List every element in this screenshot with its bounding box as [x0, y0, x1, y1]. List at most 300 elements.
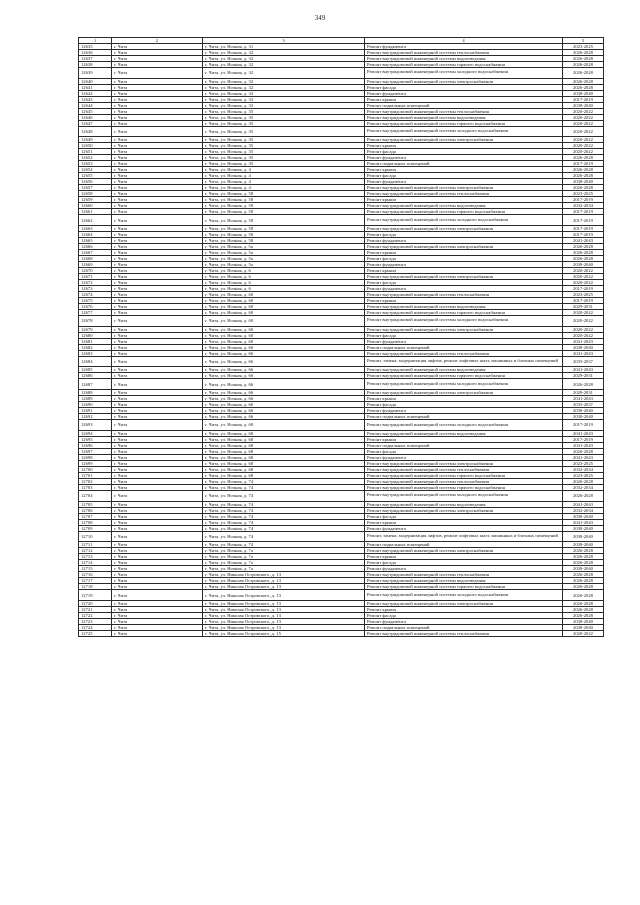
work-type-cell: Ремонт подвальных помещений [365, 414, 563, 420]
row-number-cell: 12702 [79, 478, 112, 484]
row-number-cell: 12662 [79, 215, 112, 226]
settlement-cell: г. Чита [112, 68, 203, 79]
row-number-cell: 12706 [79, 507, 112, 513]
table-row [79, 379, 604, 390]
work-type-cell: Ремонт внутридомовой инженерной системы водоотведения [365, 56, 563, 62]
period-cell: 2041-2043 [563, 501, 604, 507]
settlement-cell: г. Чита [112, 250, 203, 256]
work-type-cell: Ремонт подвальных помещений [365, 442, 563, 448]
address-cell: г. Чита, ул. Ночная, д. 74 [203, 478, 365, 484]
address-cell: г. Чита, ул. Ночная, д. 68 [203, 466, 365, 472]
address-cell: г. Чита, ул. Ночная, д. 66 [203, 396, 365, 402]
row-number-cell: 12669 [79, 262, 112, 268]
address-cell: г. Чита, ул. Ночная, д. 74 [203, 501, 365, 507]
address-cell: г. Чита, ул. Ночная, д. 5а [203, 256, 365, 262]
period-cell: 2020-2022 [563, 268, 604, 274]
address-cell: г. Чита, ул. Николая Островского, д. 13 [203, 572, 365, 578]
column-number-5: 5 [563, 38, 604, 44]
address-cell: г. Чита, ул. Ночная, д. 35 [203, 114, 365, 120]
row-number-cell: 12704 [79, 490, 112, 501]
settlement-cell: г. Чита [112, 120, 203, 126]
period-cell: 2026-2028 [563, 606, 604, 612]
address-cell: г. Чита, ул. Ночная, д. 66 [203, 379, 365, 390]
settlement-cell: г. Чита [112, 513, 203, 519]
work-type-cell: Ремонт внутридомовой инженерной системы горячего водоснабжения [365, 472, 563, 478]
row-number-cell: 12642 [79, 90, 112, 96]
period-cell: 2026-2028 [563, 244, 604, 250]
address-cell: г. Чита, ул. Ночная, д. 74 [203, 490, 365, 501]
address-cell: г. Чита, ул. Ночная, д. 35 [203, 108, 365, 114]
address-cell: г. Чита, ул. Николая Островского, д. 13 [203, 612, 365, 618]
address-cell: г. Чита, ул. Ночная, д. 5а [203, 244, 365, 250]
row-number-cell: 12653 [79, 161, 112, 167]
work-type-cell: Ремонт фасада [365, 84, 563, 90]
settlement-cell: г. Чита [112, 367, 203, 373]
settlement-cell: г. Чита [112, 554, 203, 560]
address-cell: г. Чита, ул. Ночная, д. 35 [203, 149, 365, 155]
row-number-cell: 12699 [79, 460, 112, 466]
row-number-cell: 12716 [79, 572, 112, 578]
work-type-cell: Ремонт внутридомовой инженерной системы теплоснабжения [365, 191, 563, 197]
work-type-cell: Ремонт внутридомовой инженерной системы холодного водоснабжения [365, 490, 563, 501]
period-cell: 2029-2031 [563, 390, 604, 396]
period-cell: 2026-2028 [563, 185, 604, 191]
address-cell: г. Чита, ул. Ночная, д. 60 [203, 304, 365, 310]
settlement-cell: г. Чита [112, 215, 203, 226]
row-number-cell: 12695 [79, 436, 112, 442]
period-cell: 2026-2028 [563, 490, 604, 501]
row-number-cell: 12681 [79, 338, 112, 344]
work-type-cell: Ремонт внутридомовой инженерной системы электроснабжения [365, 78, 563, 84]
row-number-cell: 12709 [79, 525, 112, 531]
work-type-cell: Ремонт фундамента [365, 179, 563, 185]
address-cell: г. Чита, ул. Ночная, д. 60 [203, 310, 365, 316]
row-number-cell: 12667 [79, 250, 112, 256]
row-number-cell: 12701 [79, 472, 112, 478]
row-number-cell: 12649 [79, 137, 112, 143]
period-cell: 2023-2025 [563, 191, 604, 197]
work-type-cell: Ремонт внутридомовой инженерной системы водоотведения [365, 203, 563, 209]
period-cell: 2026-2028 [563, 167, 604, 173]
period-cell: 2020-2022 [563, 108, 604, 114]
table-row [79, 126, 604, 137]
settlement-cell: г. Чита [112, 102, 203, 108]
settlement-cell: г. Чита [112, 56, 203, 62]
period-cell: 2032-2034 [563, 203, 604, 209]
work-type-cell: Ремонт фасада [365, 448, 563, 454]
settlement-cell: г. Чита [112, 414, 203, 420]
work-type-cell: Ремонт фасада [365, 332, 563, 338]
settlement-cell: г. Чита [112, 606, 203, 612]
work-type-cell: Ремонт внутридомовой инженерной системы электроснабжения [365, 244, 563, 250]
table-row [79, 356, 604, 367]
row-number-cell: 12698 [79, 454, 112, 460]
address-cell: г. Чита, ул. Ночная, д. 5а [203, 250, 365, 256]
work-type-cell: Ремонт внутридомовой инженерной системы электроснабжения [365, 185, 563, 191]
address-cell: г. Чита, ул. Ночная, д. 35 [203, 126, 365, 137]
work-type-cell: Ремонт крыши [365, 250, 563, 256]
address-cell: г. Чита, ул. Ночная, д. 66 [203, 373, 365, 379]
period-cell: 2026-2028 [563, 155, 604, 161]
period-cell: 2038-2040 [563, 179, 604, 185]
work-type-cell: Ремонт внутридомовой инженерной системы электроснабжения [365, 326, 563, 332]
row-number-cell: 12672 [79, 280, 112, 286]
settlement-cell: г. Чита [112, 390, 203, 396]
settlement-cell: г. Чита [112, 274, 203, 280]
work-type-cell: Ремонт крыши [365, 197, 563, 203]
address-cell: г. Чита, ул. Ночная, д. 35 [203, 155, 365, 161]
period-cell: 2035-2037 [563, 356, 604, 367]
settlement-cell: г. Чита [112, 114, 203, 120]
row-number-cell: 12705 [79, 501, 112, 507]
period-cell: 2020-2022 [563, 126, 604, 137]
period-cell: 2017-2019 [563, 298, 604, 304]
address-cell: г. Чита, ул. Ночная, д. 32 [203, 84, 365, 90]
row-number-cell: 12671 [79, 274, 112, 280]
work-type-cell: Ремонт подвальных помещений [365, 624, 563, 630]
settlement-cell: г. Чита [112, 244, 203, 250]
work-type-cell: Ремонт внутридомовой инженерной системы электроснабжения [365, 226, 563, 232]
address-cell: г. Чита, ул. Ночная, д. 66 [203, 390, 365, 396]
settlement-cell: г. Чита [112, 256, 203, 262]
row-number-cell: 12692 [79, 414, 112, 420]
row-number-cell: 12697 [79, 448, 112, 454]
address-cell: г. Чита, ул. Николая Островского, д. 13 [203, 600, 365, 606]
settlement-cell: г. Чита [112, 226, 203, 232]
work-type-cell: Ремонт фасада [365, 149, 563, 155]
settlement-cell: г. Чита [112, 90, 203, 96]
address-cell: г. Чита, ул. Ночная, д. 74 [203, 531, 365, 542]
address-cell: г. Чита, ул. Николая Островского, д. 13 [203, 584, 365, 590]
work-type-cell: Ремонт внутридомовой инженерной системы холодного водоснабжения [365, 316, 563, 327]
address-cell: г. Чита, ул. Ночная, д. 4 [203, 167, 365, 173]
address-cell: г. Чита, ул. Ночная, д. 33 [203, 90, 365, 96]
work-type-cell: Ремонт крыши [365, 298, 563, 304]
period-cell: 2020-2022 [563, 120, 604, 126]
work-type-cell: Ремонт внутридомовой инженерной системы электроснабжения [365, 137, 563, 143]
address-cell: г. Чита, ул. Николая Островского, д. 13 [203, 624, 365, 630]
period-cell: 2041-2043 [563, 519, 604, 525]
settlement-cell: г. Чита [112, 373, 203, 379]
address-cell: г. Чита, ул. Ночная, д. 60 [203, 292, 365, 298]
period-cell: 2038-2040 [563, 566, 604, 572]
settlement-cell: г. Чита [112, 191, 203, 197]
work-type-cell: Ремонт внутридомовой инженерной системы горячего водоснабжения [365, 209, 563, 215]
period-cell: 2020-2022 [563, 280, 604, 286]
settlement-cell: г. Чита [112, 484, 203, 490]
row-number-cell: 12677 [79, 310, 112, 316]
address-cell: г. Чита, ул. Ночная, д. 7а [203, 554, 365, 560]
period-cell: 2017-2019 [563, 209, 604, 215]
row-number-cell: 12674 [79, 292, 112, 298]
period-cell: 2032-2034 [563, 507, 604, 513]
period-cell: 2029-2031 [563, 373, 604, 379]
settlement-cell: г. Чита [112, 126, 203, 137]
address-cell: г. Чита, ул. Ночная, д. 5а [203, 262, 365, 268]
address-cell: г. Чита, ул. Ночная, д. 60 [203, 316, 365, 327]
work-type-cell: Ремонт внутридомовой инженерной системы электроснабжения [365, 460, 563, 466]
row-number-cell: 12718 [79, 584, 112, 590]
period-cell: 2035-2037 [563, 402, 604, 408]
address-cell: г. Чита, ул. Ночная, д. 58 [203, 226, 365, 232]
settlement-cell: г. Чита [112, 624, 203, 630]
settlement-cell: г. Чита [112, 350, 203, 356]
work-type-cell: Ремонт фасада [365, 560, 563, 566]
table-row [79, 215, 604, 226]
settlement-cell: г. Чита [112, 396, 203, 402]
settlement-cell: г. Чита [112, 420, 203, 431]
row-number-cell: 12712 [79, 548, 112, 554]
work-type-cell: Ремонт фасада [365, 513, 563, 519]
settlement-cell: г. Чита [112, 442, 203, 448]
period-cell: 2017-2019 [563, 420, 604, 431]
period-cell: 2038-2040 [563, 618, 604, 624]
period-cell: 2032-2034 [563, 484, 604, 490]
address-cell: г. Чита, ул. Ночная, д. 68 [203, 454, 365, 460]
period-cell: 2026-2028 [563, 256, 604, 262]
row-number-cell: 12710 [79, 531, 112, 542]
address-cell: г. Чита, ул. Ночная, д. 68 [203, 436, 365, 442]
period-cell: 2020-2022 [563, 143, 604, 149]
work-type-cell: Ремонт внутридомовой инженерной системы теплоснабжения [365, 292, 563, 298]
settlement-cell: г. Чита [112, 402, 203, 408]
table-row [79, 630, 604, 636]
address-cell: г. Чита, ул. Ночная, д. 35 [203, 161, 365, 167]
row-number-cell: 12659 [79, 197, 112, 203]
column-number-3: 3 [203, 38, 365, 44]
row-number-cell: 12725 [79, 630, 112, 636]
work-type-cell: Ремонт внутридомовой инженерной системы холодного водоснабжения [365, 590, 563, 601]
period-cell: 2041-2043 [563, 454, 604, 460]
period-cell: 2023-2025 [563, 460, 604, 466]
settlement-cell: г. Чита [112, 173, 203, 179]
address-cell: г. Чита, ул. Ночная, д. 68 [203, 430, 365, 436]
period-cell: 2020-2022 [563, 316, 604, 327]
address-cell: г. Чита, ул. Ночная, д. 66 [203, 402, 365, 408]
period-cell: 2026-2028 [563, 590, 604, 601]
period-cell: 2032-2034 [563, 466, 604, 472]
period-cell: 2023-2025 [563, 44, 604, 50]
column-number-1: 1 [79, 38, 112, 44]
work-type-cell: Ремонт внутридомовой инженерной системы теплоснабжения [365, 50, 563, 56]
work-type-cell: Ремонт внутридомовой инженерной системы теплоснабжения [365, 108, 563, 114]
address-cell: г. Чита, ул. Ночная, д. 58 [203, 232, 365, 238]
row-number-cell: 12713 [79, 554, 112, 560]
period-cell: 2026-2028 [563, 379, 604, 390]
row-number-cell: 12707 [79, 513, 112, 519]
period-cell: 2026-2028 [563, 68, 604, 79]
period-cell: 2020-2022 [563, 137, 604, 143]
work-type-cell: Ремонт фундамента [365, 286, 563, 292]
row-number-cell: 12714 [79, 560, 112, 566]
row-number-cell: 12645 [79, 108, 112, 114]
work-type-cell: Ремонт внутридомовой инженерной системы холодного водоснабжения [365, 420, 563, 431]
row-number-cell: 12670 [79, 268, 112, 274]
period-cell: 2020-2022 [563, 310, 604, 316]
settlement-cell: г. Чита [112, 542, 203, 548]
settlement-cell: г. Чита [112, 338, 203, 344]
table-row [79, 590, 604, 601]
settlement-cell: г. Чита [112, 448, 203, 454]
settlement-cell: г. Чита [112, 566, 203, 572]
row-number-cell: 12680 [79, 332, 112, 338]
row-number-cell: 12717 [79, 578, 112, 584]
address-cell: г. Чита, ул. Ночная, д. 33 [203, 96, 365, 102]
work-type-cell: Ремонт внутридомовой инженерной системы теплоснабжения [365, 572, 563, 578]
address-cell: г. Чита, ул. Ночная, д. 31 [203, 44, 365, 50]
row-number-cell: 12657 [79, 185, 112, 191]
settlement-cell: г. Чита [112, 344, 203, 350]
period-cell: 2017-2019 [563, 215, 604, 226]
period-cell: 2038-2040 [563, 513, 604, 519]
row-number-cell: 12643 [79, 96, 112, 102]
address-cell: г. Чита, ул. Ночная, д. 68 [203, 472, 365, 478]
period-cell: 2017-2019 [563, 286, 604, 292]
period-cell: 2017-2019 [563, 96, 604, 102]
settlement-cell: г. Чита [112, 612, 203, 618]
period-cell: 2026-2028 [563, 554, 604, 560]
settlement-cell: г. Чита [112, 209, 203, 215]
period-cell: 2038-2040 [563, 90, 604, 96]
period-cell: 2023-2025 [563, 472, 604, 478]
settlement-cell: г. Чита [112, 490, 203, 501]
period-cell: 2017-2019 [563, 232, 604, 238]
period-cell: 2026-2028 [563, 572, 604, 578]
work-type-cell: Ремонт внутридомовой инженерной системы водоотведения [365, 578, 563, 584]
row-number-cell: 12639 [79, 68, 112, 79]
row-number-cell: 12638 [79, 62, 112, 68]
settlement-cell: г. Чита [112, 286, 203, 292]
work-type-cell: Ремонт внутридомовой инженерной системы горячего водоснабжения [365, 584, 563, 590]
work-type-cell: Ремонт фундамента [365, 338, 563, 344]
row-number-cell: 12694 [79, 430, 112, 436]
settlement-cell: г. Чита [112, 155, 203, 161]
settlement-cell: г. Чита [112, 197, 203, 203]
period-cell: 2038-2040 [563, 414, 604, 420]
address-cell: г. Чита, ул. Ночная, д. 35 [203, 143, 365, 149]
address-cell: г. Чита, ул. Ночная, д. 32 [203, 56, 365, 62]
row-number-cell: 12724 [79, 624, 112, 630]
settlement-cell: г. Чита [112, 436, 203, 442]
period-cell: 2041-2043 [563, 430, 604, 436]
settlement-cell: г. Чита [112, 507, 203, 513]
address-cell: г. Чита, ул. Ночная, д. 60 [203, 338, 365, 344]
period-cell: 2026-2028 [563, 548, 604, 554]
address-cell: г. Чита, ул. Ночная, д. 6 [203, 280, 365, 286]
row-number-cell: 12637 [79, 56, 112, 62]
row-number-cell: 12648 [79, 126, 112, 137]
row-number-cell: 12676 [79, 304, 112, 310]
row-number-cell: 12708 [79, 519, 112, 525]
address-cell: г. Чита, ул. Ночная, д. 58 [203, 209, 365, 215]
row-number-cell: 12711 [79, 542, 112, 548]
work-type-cell: Ремонт крыши [365, 167, 563, 173]
address-cell: г. Чита, ул. Ночная, д. 6 [203, 274, 365, 280]
address-cell: г. Чита, ул. Ночная, д. 74 [203, 507, 365, 513]
row-number-cell: 12647 [79, 120, 112, 126]
address-cell: г. Чита, ул. Ночная, д. 66 [203, 408, 365, 414]
period-cell: 2020-2022 [563, 332, 604, 338]
work-type-cell: Ремонт внутридомовой инженерной системы электроснабжения [365, 274, 563, 280]
period-cell: 2026-2028 [563, 62, 604, 68]
work-type-cell: Ремонт внутридомовой инженерной системы теплоснабжения [365, 466, 563, 472]
row-number-cell: 12723 [79, 618, 112, 624]
period-cell: 2026-2028 [563, 578, 604, 584]
period-cell: 2038-2040 [563, 525, 604, 531]
settlement-cell: г. Чита [112, 268, 203, 274]
work-type-cell: Ремонт фундамента [365, 238, 563, 244]
settlement-cell: г. Чита [112, 262, 203, 268]
work-type-cell: Ремонт внутридомовой инженерной системы холодного водоснабжения [365, 379, 563, 390]
period-cell: 2038-2040 [563, 624, 604, 630]
settlement-cell: г. Чита [112, 78, 203, 84]
work-type-cell: Ремонт внутридомовой инженерной системы электроснабжения [365, 390, 563, 396]
settlement-cell: г. Чита [112, 167, 203, 173]
row-number-cell: 12703 [79, 484, 112, 490]
row-number-cell: 12693 [79, 420, 112, 431]
work-type-cell: Ремонт фасада [365, 612, 563, 618]
period-cell: 2041-2043 [563, 396, 604, 402]
work-type-cell: Ремонт подвальных помещений [365, 102, 563, 108]
period-cell: 2026-2028 [563, 612, 604, 618]
period-cell: 2038-2040 [563, 344, 604, 350]
settlement-cell: г. Чита [112, 62, 203, 68]
work-type-cell: Ремонт крыши [365, 606, 563, 612]
settlement-cell: г. Чита [112, 298, 203, 304]
period-cell: 2026-2028 [563, 560, 604, 566]
column-number-4: 4 [365, 38, 563, 44]
address-cell: г. Чита, ул. Ночная, д. 74 [203, 525, 365, 531]
row-number-cell: 12691 [79, 408, 112, 414]
address-cell: г. Чита, ул. Ночная, д. 66 [203, 350, 365, 356]
row-number-cell: 12665 [79, 238, 112, 244]
work-type-cell: Ремонт крыши [365, 143, 563, 149]
row-number-cell: 12689 [79, 396, 112, 402]
address-cell: г. Чита, ул. Ночная, д. 4 [203, 179, 365, 185]
settlement-cell: г. Чита [112, 408, 203, 414]
settlement-cell: г. Чита [112, 630, 203, 636]
address-cell: г. Чита, ул. Ночная, д. 6 [203, 268, 365, 274]
work-type-cell: Ремонт внутридомовой инженерной системы теплоснабжения [365, 350, 563, 356]
settlement-cell: г. Чита [112, 143, 203, 149]
period-cell: 2041-2043 [563, 367, 604, 373]
settlement-cell: г. Чита [112, 326, 203, 332]
work-type-cell: Ремонт фундамента [365, 44, 563, 50]
address-cell: г. Чита, ул. Ночная, д. 60 [203, 344, 365, 350]
address-cell: г. Чита, ул. Ночная, д. 60 [203, 332, 365, 338]
address-cell: г. Чита, ул. Ночная, д. 58 [203, 215, 365, 226]
address-cell: г. Чита, ул. Ночная, д. 58 [203, 203, 365, 209]
period-cell: 2038-2040 [563, 531, 604, 542]
row-number-cell: 12652 [79, 155, 112, 161]
address-cell: г. Чита, ул. Ночная, д. 7а [203, 566, 365, 572]
settlement-cell: г. Чита [112, 356, 203, 367]
work-type-cell: Ремонт внутридомовой инженерной системы горячего водоснабжения [365, 120, 563, 126]
address-cell: г. Чита, ул. Николая Островского, д. 13 [203, 578, 365, 584]
settlement-cell: г. Чита [112, 304, 203, 310]
address-cell: г. Чита, ул. Ночная, д. 74 [203, 484, 365, 490]
work-type-cell: Ремонт внутридомовой инженерной системы горячего водоснабжения [365, 62, 563, 68]
work-type-cell: Ремонт внутридомовой инженерной системы водоотведения [365, 430, 563, 436]
row-number-cell: 12721 [79, 606, 112, 612]
address-cell: г. Чита, ул. Ночная, д. 32 [203, 62, 365, 68]
row-number-cell: 12688 [79, 390, 112, 396]
table-row [79, 68, 604, 79]
settlement-cell: г. Чита [112, 578, 203, 584]
row-number-cell: 12658 [79, 191, 112, 197]
period-cell: 2038-2040 [563, 262, 604, 268]
work-type-cell: Ремонт внутридомовой инженерной системы водоотведения [365, 304, 563, 310]
